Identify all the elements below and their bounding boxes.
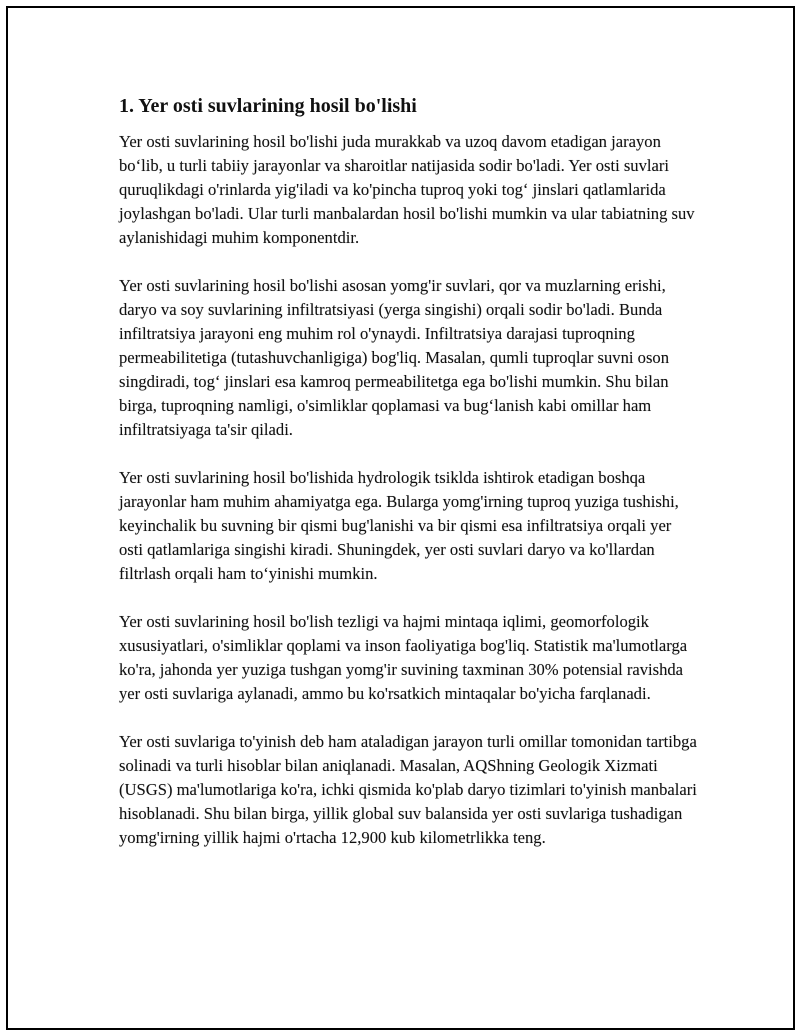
paragraph-3: Yer osti suvlarining hosil bo'lishida hydrologik tsiklda ishtirok etadigan boshqa jarayonlar ham muhim ahamiyatga ega. Bularga yomg'irning tuproq yuziga tushishi, keyinchalik bu suvning bir qismi bug'lanishi va bir qismi esa infiltratsiya orqali yer osti qatlamlariga singishi kiradi. Shuningdek, yer osti suvlari daryo va ko'llardan filtrlash orqali ham to‘yinishi mumkin. — [119, 468, 679, 583]
section-heading: 1. Yer osti suvlarining hosil bo'lishi — [119, 95, 417, 117]
paragraph-5: Yer osti suvlariga to'yinish deb ham ataladigan jarayon turli omillar tomonidan tartibga solinadi va turli hisoblar bilan aniqlanadi. Masalan, AQShning Geologik Xizmati (USGS) ma'lumotlariga ko'ra, ichki qismida ko'plab daryo tizimlari to'yinish manbalari hisoblanadi. Shu bilan birga, yillik global suv balansida yer osti suvlariga tushadigan yomg'irning yillik hajmi o'rtacha 12,900 kub kilometrlikka teng. — [119, 732, 697, 847]
paragraph-4: Yer osti suvlarining hosil bo'lish tezligi va hajmi mintaqa iqlimi, geomorfologik xususiyatlari, o'simliklar qoplami va inson faoliyatiga bog'liq. Statistik ma'lumotlarga ko'ra, jahonda yer yuziga tushgan yomg'ir suvining taxminan 30% potensial ravishda yer osti suvlariga aylanadi, ammo bu ko'rsatkich mintaqalar bo'yicha farqlanadi. — [119, 612, 688, 703]
paragraph-2: Yer osti suvlarining hosil bo'lishi asosan yomg'ir suvlari, qor va muzlarning erishi, daryo va soy suvlarining infiltratsiyasi (yerga singishi) orqali sodir bo'ladi. Bunda infiltratsiya jarayoni eng muhim rol o'ynaydi. Infiltratsiya darajasi tuproqning permeabilitetiga (tutashuvchanligiga) bog'liq. Masalan, qumli tuproqlar suvni oson singdiradi, tog‘ jinslari esa kamroq permeabilitetga ega bo'lishi mumkin. Shu bilan birga, tuproqning namligi, o'simliklar qoplamasi va bug‘lanish kabi omillar ham infiltratsiyaga ta'sir qiladi. — [119, 276, 670, 439]
paragraph-1: Yer osti suvlarining hosil bo'lishi juda murakkab va uzoq davom etadigan jarayon bo‘lib, u turli tabiiy jarayonlar va sharoitlar natijasida sodir bo'ladi. Yer osti suvlari quruqlikdagi o'rinlarda yig'iladi va ko'pincha tuproq yoki tog‘ jinslari qatlamlarida joylashgan bo'ladi. Ular turli manbalardan hosil bo'lishi mumkin va ular tabiatning suv aylanishidagi muhim komponentdir. — [119, 132, 695, 247]
document-body — [119, 92, 699, 874]
